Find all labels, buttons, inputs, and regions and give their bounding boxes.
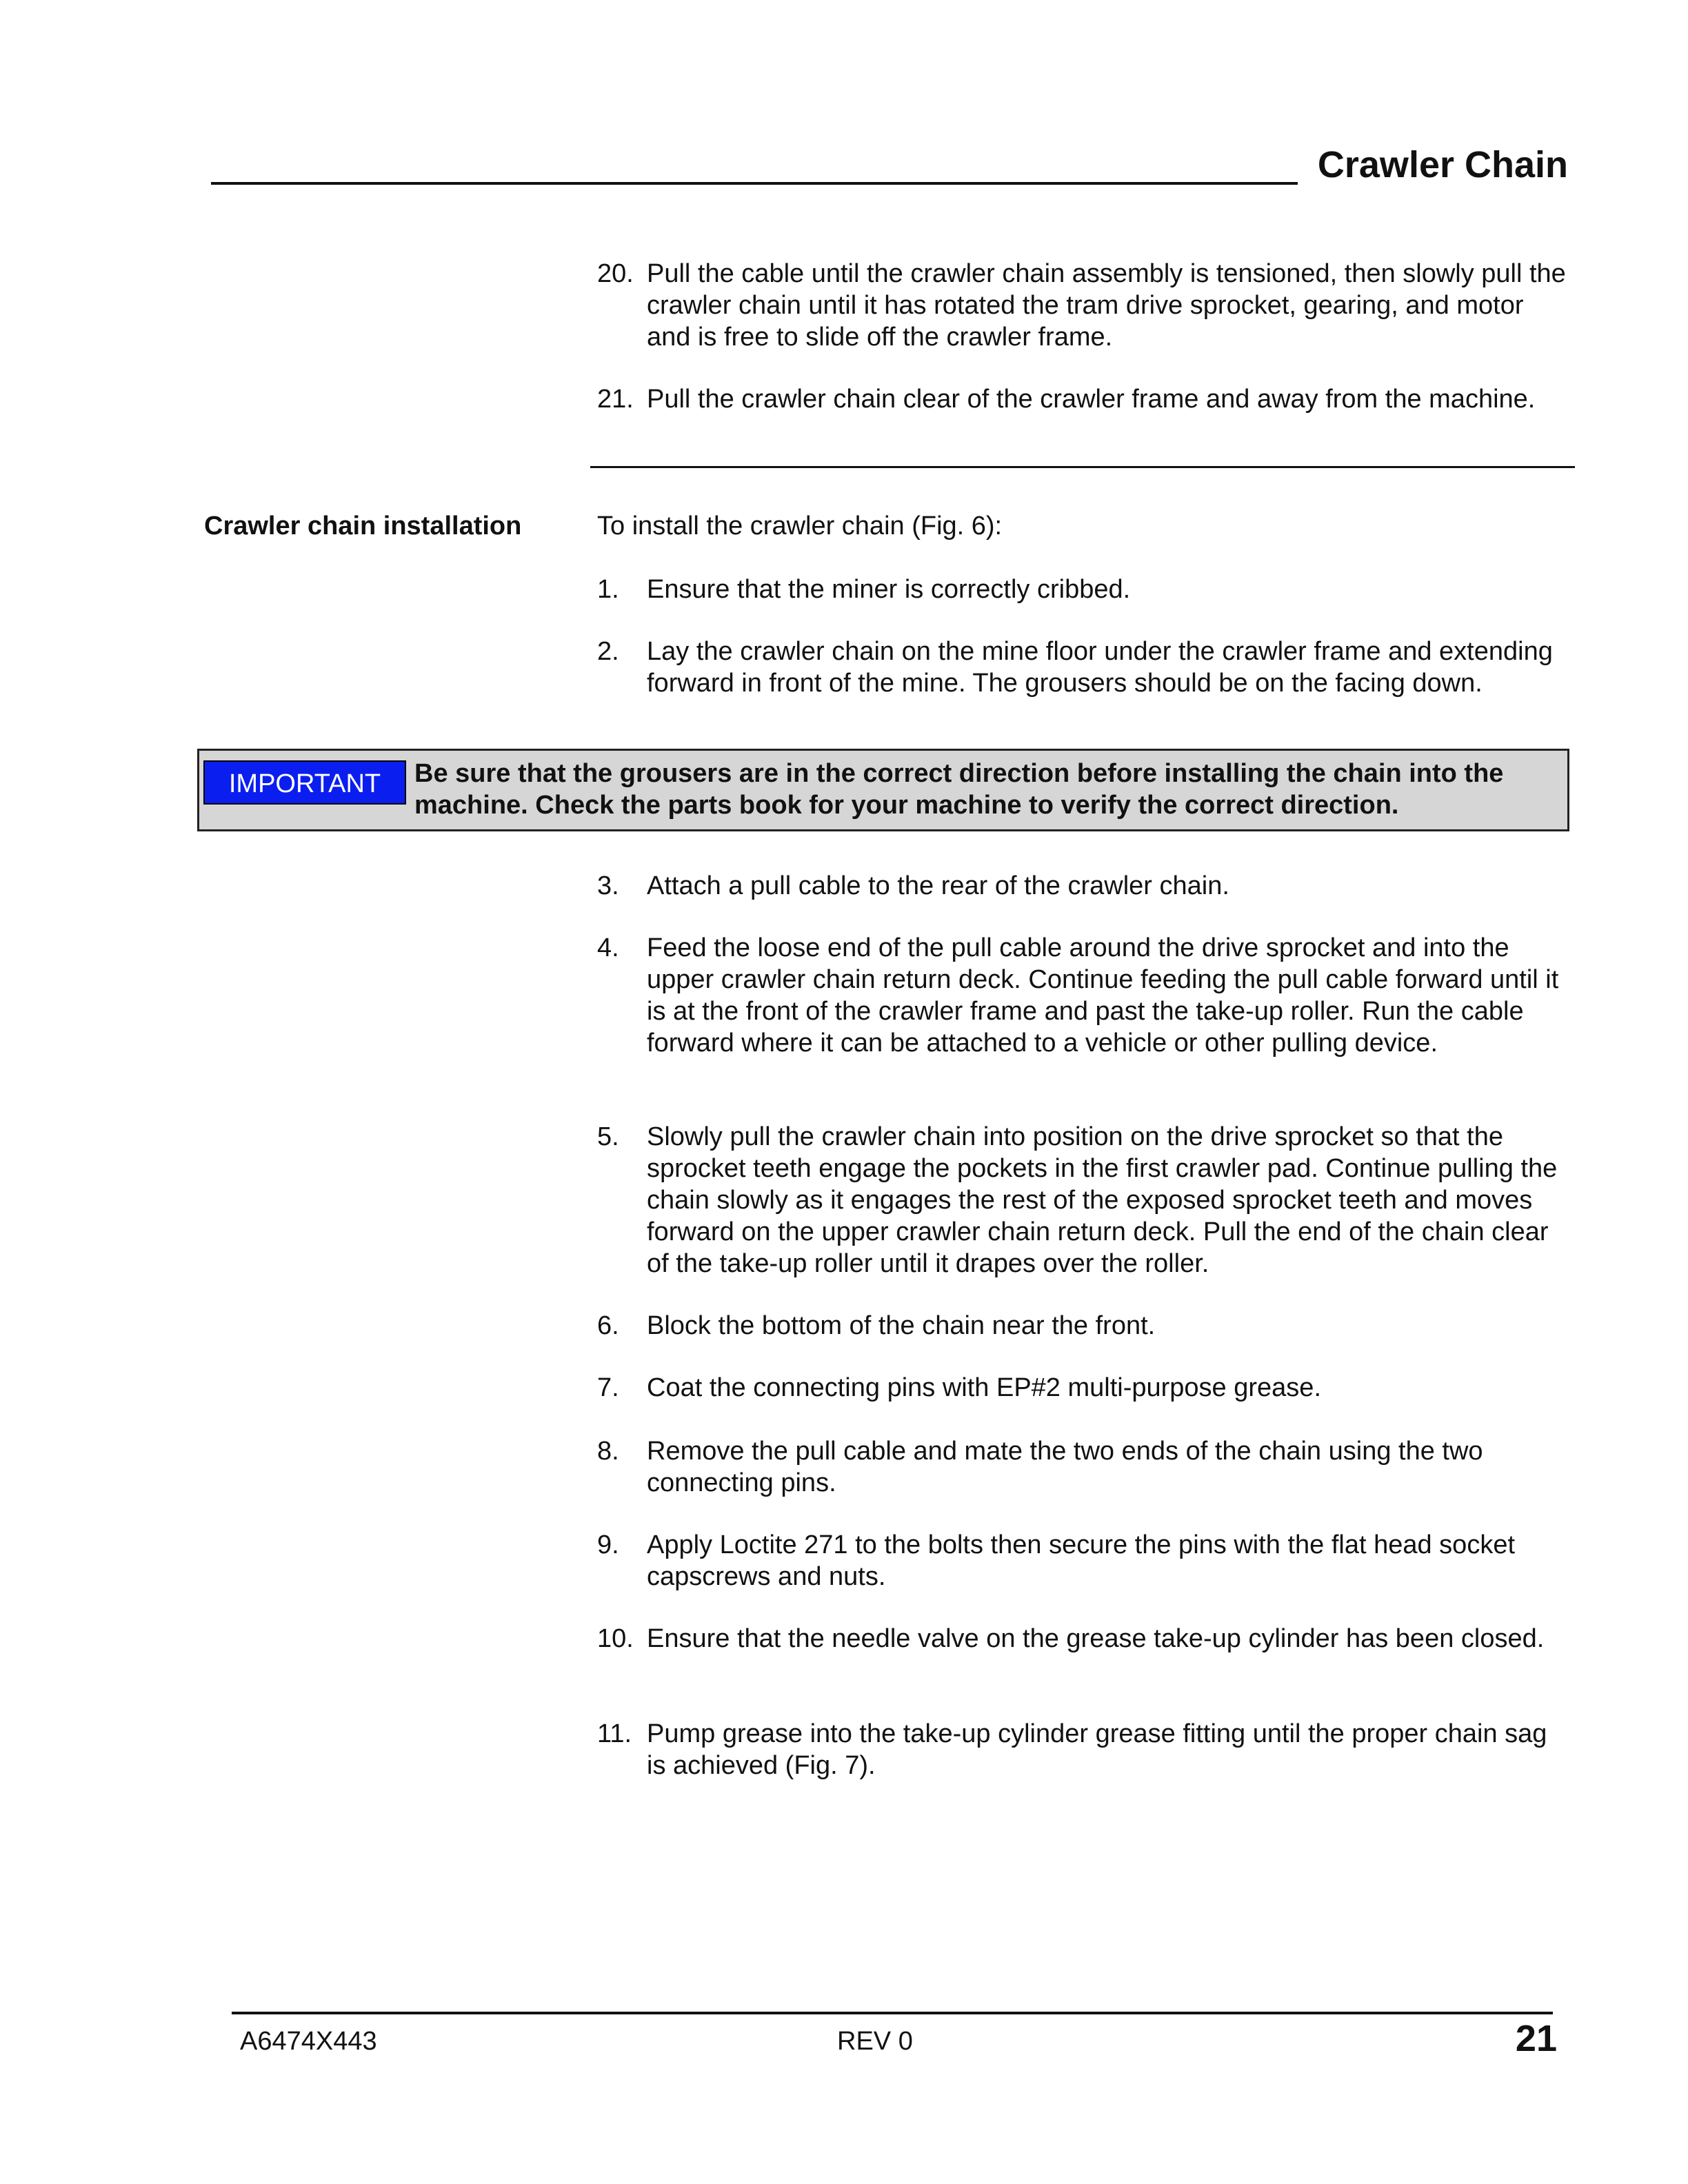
page-title: Crawler Chain [1317, 144, 1568, 185]
step-text: Slowly pull the crawler chain into position on the drive sprocket so that the sprocket teeth engage the pockets in the first crawler pad. Continue pulling the chain slowly as it engages the rest of the exposed sprocket teeth and moves forward on the upper crawler chain return deck. Pull the end of the chain clear of the take-up roller until it drapes over the roller. [647, 1122, 1558, 1278]
list-item [597, 574, 1569, 605]
step-number: 3. [597, 871, 619, 900]
step-text: Apply Loctite 271 to the bolts then secure the pins with the flat head socket capscrews and nuts. [647, 1530, 1516, 1591]
section-heading: Crawler chain installation [204, 512, 522, 540]
header-rule [211, 182, 1298, 185]
list-item [597, 1435, 1569, 1499]
step-number: 2. [597, 637, 619, 666]
step-number: 11. [597, 1719, 632, 1748]
list-item [597, 870, 1569, 902]
list-item [597, 258, 1569, 353]
revision-label: REV 0 [837, 2027, 913, 2056]
step-text: Pull the crawler chain clear of the crawler frame and away from the machine. [647, 385, 1536, 414]
step-number: 4. [597, 933, 619, 962]
list-item [597, 1121, 1569, 1280]
step-text: Feed the loose end of the pull cable around the drive sprocket and into the upper crawler chain return deck. Continue feeding the pull cable forward until it is at the front of the crawler frame and past the take-up roller. Run the cable forward where it can be attached to a vehicle or other pulling device. [647, 933, 1559, 1058]
important-notice [197, 749, 1569, 831]
step-number: 8. [597, 1437, 619, 1466]
footer-rule [232, 2012, 1553, 2014]
section-intro: To install the crawler chain (Fig. 6): [597, 512, 1003, 540]
document-number: A6474X443 [240, 2027, 377, 2056]
step-number: 6. [597, 1311, 619, 1340]
step-text: Coat the connecting pins with EP#2 multi-purpose grease. [647, 1373, 1321, 1402]
step-number: 21. [597, 385, 634, 414]
important-text: Be sure that the grousers are in the correct direction before installing the chain into the machine. Check the parts book for your machine to verify the correct direction. [414, 759, 1504, 820]
section-divider [590, 466, 1575, 468]
step-number: 20. [597, 259, 634, 288]
step-number: 7. [597, 1373, 619, 1402]
step-number: 5. [597, 1122, 619, 1151]
step-text: Ensure that the needle valve on the grease take-up cylinder has been closed. [647, 1624, 1545, 1653]
list-item [597, 383, 1569, 415]
step-text: Remove the pull cable and mate the two ends of the chain using the two connecting pins. [647, 1437, 1483, 1497]
step-text: Pump grease into the take-up cylinder grease fitting until the proper chain sag is achieved (Fig. 7). [647, 1719, 1547, 1780]
list-item [597, 636, 1569, 699]
step-number: 1. [597, 575, 619, 604]
important-label: IMPORTANT [203, 760, 406, 805]
list-item [597, 1529, 1569, 1593]
list-item [597, 1623, 1569, 1655]
list-item [597, 932, 1569, 1059]
step-text: Block the bottom of the chain near the front. [647, 1311, 1156, 1340]
step-text: Attach a pull cable to the rear of the crawler chain. [647, 871, 1229, 900]
list-item [597, 1372, 1569, 1404]
step-text: Ensure that the miner is correctly cribbed. [647, 575, 1131, 604]
page-number: 21 [1515, 2018, 1557, 2059]
list-item [597, 1718, 1569, 1781]
list-item [597, 1310, 1569, 1342]
step-text: Lay the crawler chain on the mine floor under the crawler frame and extending forward in front of the mine. The grousers should be on the facing down. [647, 637, 1553, 698]
step-text: Pull the cable until the crawler chain assembly is tensioned, then slowly pull the crawler chain until it has rotated the tram drive sprocket, gearing, and motor and is free to slide off the crawler frame. [647, 259, 1566, 352]
step-number: 9. [597, 1530, 619, 1559]
step-number: 10. [597, 1624, 634, 1653]
